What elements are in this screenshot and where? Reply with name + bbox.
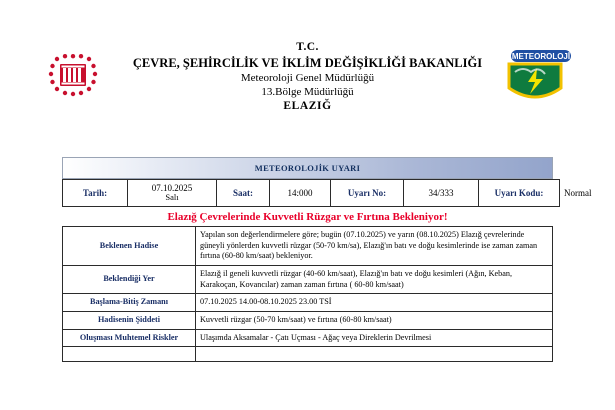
- detail-value: Kuvvetli rüzgar (50-70 km/saat) ve fırtına (60-80 km/saat): [196, 311, 553, 329]
- detail-value: [196, 347, 553, 362]
- date-value-day: Salı: [165, 192, 179, 203]
- detail-value: Ulaşımda Aksamalar - Çatı Uçması - Ağaç veya Direklerin Devrilmesi: [196, 329, 553, 347]
- detail-label: Beklenen Hadise: [63, 227, 196, 266]
- table-row: [63, 347, 553, 362]
- warning-no-label: Uyarı No:: [331, 180, 404, 207]
- detail-label: Hadisenin Şiddeti: [63, 311, 196, 329]
- date-label: Tarih:: [63, 180, 128, 207]
- document-header: [0, 0, 615, 145]
- table-row: Tarih: 07.10.2025 Salı Saat: 14:000 Uyarı No: 34/333 Uyarı Kodu: Normal: [63, 180, 560, 207]
- warning-no-value: 34/333: [404, 180, 479, 207]
- table-row: [63, 329, 553, 347]
- date-value: [128, 180, 217, 207]
- detail-label: Oluşması Muhtemel Riskler: [63, 329, 196, 347]
- city-name: ELAZIĞ: [283, 99, 332, 112]
- ministry-name: ÇEVRE, ŞEHİRCİLİK VE İKLİM DEĞİŞİKLİĞİ BAKANLIĞI: [132, 55, 483, 70]
- table-row: [63, 311, 553, 329]
- warning-details-table: [62, 226, 553, 362]
- time-value: 14:000: [270, 180, 331, 207]
- tc-label: T.C.: [296, 41, 319, 53]
- svg-text:METEOROLOJİ: METEOROLOJİ: [511, 52, 571, 61]
- detail-label: Başlama-Bitiş Zamanı: [63, 294, 196, 312]
- warning-code-label: Uyarı Kodu:: [479, 180, 560, 207]
- warning-info-table: [62, 179, 592, 207]
- region-name: 13.Bölge Müdürlüğü: [261, 85, 354, 98]
- time-label: Saat:: [217, 180, 270, 207]
- turkish-state-emblem-icon: [48, 52, 102, 106]
- warning-banner: [62, 157, 553, 179]
- table-row: [63, 265, 553, 293]
- warning-banner-title: METEOROLOJİK UYARI: [254, 163, 361, 173]
- meteoroloji-logo-icon: [499, 50, 575, 108]
- detail-value: Yapılan son değerlendirmelere göre; bugün (07.10.2025) ve yarın (08.10.2025) Elazığ çevrelerinde güneyli yönlerden kuvvetli rüzgar (50-70 km/sa), Elazığ'ın batı ve doğu kesimlerinde ise zaman zaman fırtına (60-80 km/saat) bekleniyor.: [196, 227, 553, 266]
- alert-headline: Elazığ Çevrelerinde Kuvvetli Rüzgar ve Fırtına Bekleniyor!: [167, 211, 448, 223]
- detail-label: [63, 347, 196, 362]
- date-value-text: 07.10.2025: [151, 183, 193, 194]
- detail-label: Beklendiği Yer: [63, 265, 196, 293]
- detail-value: 07.10.2025 14.00-08.10.2025 23.00 TSİ: [196, 294, 553, 312]
- directorate-name: Meteoroloji Genel Müdürlüğü: [240, 71, 375, 84]
- table-row: [63, 294, 553, 312]
- table-row: [63, 227, 553, 266]
- detail-value: Elazığ il geneli kuvvetli rüzgar (40-60 km/saat), Elazığ'ın batı ve doğu kesimleri (Ağın, Keban, Karakoçan, Kovancılar) zaman zaman fırtına ( 60-80 km/saat): [196, 265, 553, 293]
